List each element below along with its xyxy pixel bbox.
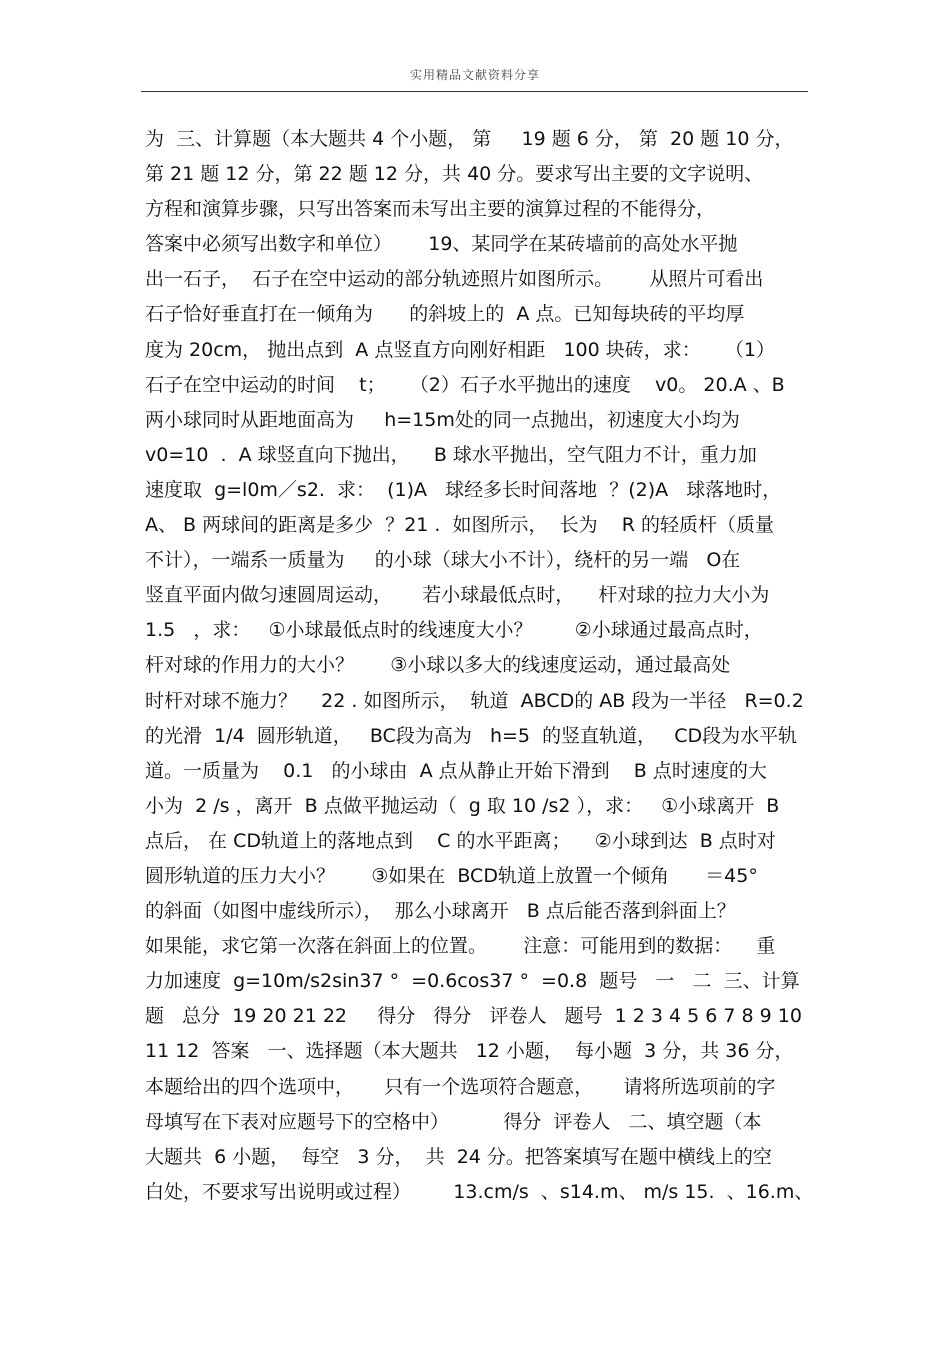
text-line: 方程和演算步骤，只写出答案而未写出主要的演算过程的不能得分， xyxy=(145,198,716,221)
text-line: 时杆对球不施力？ 22 . 如图所示， 轨道 ABCD的 AB 段为一半径 R=0.2 xyxy=(145,689,804,712)
text-line: 11 12 答案 一、选择题（本大题共 12 小题， 每小题 3 分，共 36 分， xyxy=(145,1040,794,1063)
document-body xyxy=(145,122,825,1210)
text-line: 速度取 g=l0m／s2. 求： (1)A 球经多长时间落地 ？(2)A 球落地时， xyxy=(145,478,782,501)
text-line: 1.5 ，求： ①小球最低点时的线速度大小？ ②小球通过最高点时， xyxy=(145,619,763,642)
text-line: 白处，不要求写出说明或过程） 13.cm/s 、s14.m、 m/s 15. 、16.m、 xyxy=(145,1180,814,1203)
text-line: 圆形轨道的压力大小？ ③如果在 BCD轨道上放置一个倾角 ＝45° xyxy=(145,864,758,887)
header-divider xyxy=(141,91,808,92)
text-line: 道。一质量为 0.1 的小球由 A 点从静止开始下滑到 B 点时速度的大 xyxy=(145,759,767,782)
text-line: 母填写在下表对应题号下的空格中） 得分 评卷人 二、填空题（本 xyxy=(145,1110,762,1133)
text-line: 力加速度 g=10m/s2sin37 ° =0.6cos37 ° =0.8 题号 一 二 三、计算 xyxy=(145,970,800,993)
text-line: 小为 2 /s ，离开 B 点做平抛运动（ g 取 10 /s2 ），求： ①小球离开 B xyxy=(145,794,780,817)
text-line: 答案中必须写出数字和单位） 19、某同学在某砖墙前的高处水平抛 xyxy=(145,233,738,256)
text-line: 的斜面（如图中虚线所示）， 那么小球离开 B 点后能否落到斜面上？ xyxy=(145,900,736,923)
text-line: 石子在空中运动的时间 t； （2）石子水平抛出的速度 v0。 20.A 、B xyxy=(145,373,785,396)
text-line: A、 B 两球间的距离是多少 ？21 . 如图所示， 长为 R 的轻质杆（质量 xyxy=(145,514,775,537)
text-line: 竖直平面内做匀速圆周运动， 若小球最低点时， 杆对球的拉力大小为 xyxy=(145,584,770,607)
text-line: 如果能，求它第一次落在斜面上的位置。 注意：可能用到的数据： 重 xyxy=(145,935,776,958)
page-header: 实用精品文献资料分享 xyxy=(409,68,540,82)
text-line: 第 21 题 12 分，第 22 题 12 分，共 40 分。要求写出主要的文字说明、 xyxy=(145,163,764,186)
text-line: 石子恰好垂直打在一倾角为 的斜坡上的 A 点。已知每块砖的平均厚 xyxy=(145,303,745,326)
text-line: 的光滑 1/4 圆形轨道， BC段为高为 h=5 的竖直轨道， CD段为水平轨 xyxy=(145,724,798,747)
text-line: 两小球同时从距地面高为 h=15m处的同一点抛出，初速度大小均为 xyxy=(145,408,740,431)
text-line: 出一石子， 石子在空中运动的部分轨迹照片如图所示。 从照片可看出 xyxy=(145,268,764,291)
text-line: 题 总分 19 20 21 22 得分 得分 评卷人 题号 1 2 3 4 5 6 7 8 9 10 xyxy=(145,1005,802,1028)
text-line: 不计），一端系一质量为 的小球（球大小不计），绕杆的另一端 O在 xyxy=(145,549,741,572)
text-line: 度为 20cm， 抛出点到 A 点竖直方向刚好相距 100 块砖，求： （1） xyxy=(145,338,775,361)
text-line: v0=10 . A 球竖直向下抛出， B 球水平抛出，空气阻力不计，重力加 xyxy=(145,443,757,466)
text-line: 本题给出的四个选项中， 只有一个选项符合题意， 请将所选项前的字 xyxy=(145,1075,776,1098)
text-line: 杆对球的作用力的大小？ ③小球以多大的线速度运动，通过最高处 xyxy=(145,654,731,677)
text-line: 为 三、计算题（本大题共 4 个小题， 第 19 题 6 分， 第 20 题 10 分， xyxy=(145,128,794,150)
text-line: 大题共 6 小题， 每空 3 分， 共 24 分。把答案填写在题中横线上的空 xyxy=(145,1145,772,1168)
text-line: 点后， 在 CD轨道上的落地点到 C 的水平距离； ②小球到达 B 点时对 xyxy=(145,829,776,852)
